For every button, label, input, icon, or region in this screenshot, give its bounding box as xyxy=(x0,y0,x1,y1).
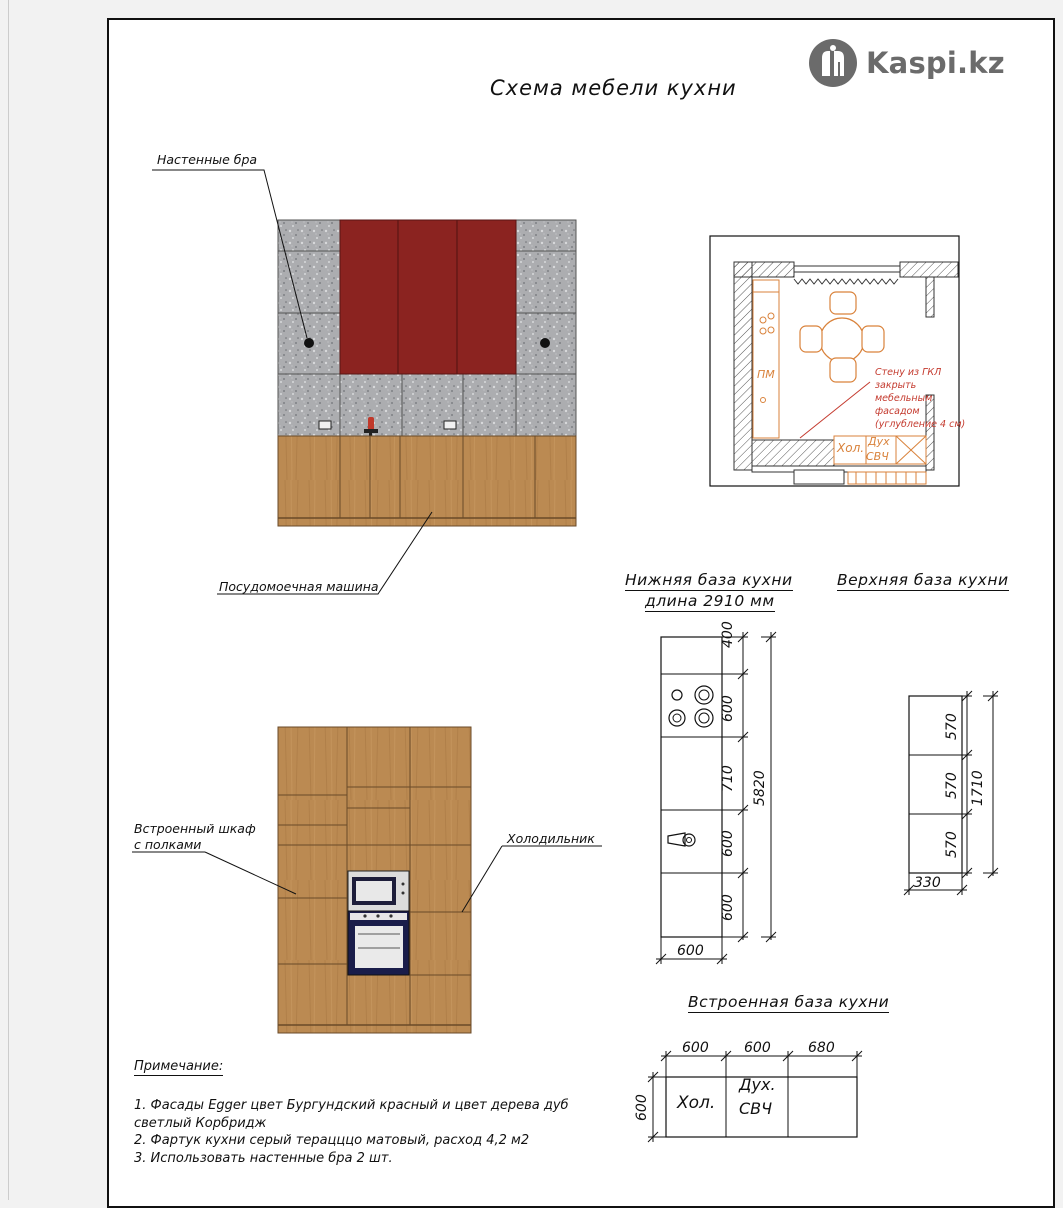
plan-wall-note xyxy=(875,366,965,431)
wall-sconce-left xyxy=(304,338,314,348)
lower-base-title-2-text: длина 2910 мм xyxy=(645,592,775,610)
plan-pm-label: ПМ xyxy=(757,368,775,381)
lower-base-title-1-text: Нижняя база кухни xyxy=(625,571,793,589)
upper-dim-3: 570 xyxy=(944,831,960,858)
lower-dim-1: 400 xyxy=(720,621,736,648)
builtin-dim-3: 680 xyxy=(808,1040,835,1056)
upper-dim-1: 570 xyxy=(944,713,960,740)
plan-wall-note-2: закрыть xyxy=(875,380,917,391)
upper-cabinets-burgundy xyxy=(340,220,516,374)
builtin-dim-2: 600 xyxy=(744,1040,771,1056)
builtin-cell-hol: Хол. xyxy=(677,1093,716,1113)
plan-wall-note-3: мебельным xyxy=(875,393,933,404)
builtin-base-title-text: Встроенная база кухни xyxy=(688,993,890,1011)
notes-heading-text: Примечание: xyxy=(134,1059,224,1074)
lower-base-title-2 xyxy=(645,592,775,610)
plan-duh-label: Дух xyxy=(868,435,890,448)
label-dishwasher: Посудомоечная машина xyxy=(219,579,379,594)
upper-dim-depth: 330 xyxy=(914,875,941,891)
upper-dim-total: 1710 xyxy=(970,770,986,806)
plan-hol-label: Хол. xyxy=(837,441,865,455)
plan-wall-note-4: фасадом xyxy=(875,406,920,417)
lower-dim-depth: 600 xyxy=(677,943,704,959)
tall-cabinets xyxy=(132,727,602,1033)
upper-base-title-text: Верхняя база кухни xyxy=(837,571,1009,589)
lower-dim-2: 600 xyxy=(720,695,736,722)
plan-svch-label: СВЧ xyxy=(866,450,889,463)
kitchen-elevation xyxy=(152,170,576,594)
socket-right xyxy=(444,421,456,429)
notes-heading xyxy=(134,1059,223,1074)
notes-list xyxy=(134,1097,569,1167)
lower-dim-4: 600 xyxy=(720,830,736,857)
label-builtin-cabinet-1: Встроенный шкаф xyxy=(134,821,256,836)
socket-left xyxy=(319,421,331,429)
plan-wall-note-5: (углубление 4 см) xyxy=(875,419,966,430)
upper-base-title xyxy=(837,571,1009,589)
page-title: Схема мебели кухни xyxy=(490,76,737,100)
dining-table xyxy=(820,318,864,362)
builtin-dim-1: 600 xyxy=(682,1040,709,1056)
plan-wall-note-1: Стену из ГКЛ xyxy=(875,367,942,378)
builtin-base-title xyxy=(688,993,889,1011)
lower-dim-total: 5820 xyxy=(752,770,768,806)
lower-dim-3: 710 xyxy=(720,765,736,792)
note-item-3: 3. Использовать настенные бра 2 шт. xyxy=(134,1150,393,1166)
note-item-1: 1. Фасады Egger цвет Бургундский красный и цвет дерева дуб xyxy=(134,1098,569,1113)
builtin-dim-height: 600 xyxy=(634,1094,650,1121)
lower-base-title-1 xyxy=(625,571,793,589)
builtin-cell-svch: СВЧ xyxy=(739,1099,773,1118)
kaspi-logo-text: Kaspi.kz xyxy=(866,46,1005,80)
wall-sconce-right xyxy=(540,338,550,348)
floor-plan xyxy=(710,236,959,486)
lower-dim-5: 600 xyxy=(720,894,736,921)
builtin-cell-duh: Дух. xyxy=(739,1075,776,1094)
label-builtin-cabinet-2: с полками xyxy=(134,837,202,852)
note-item-2: 2. Фартук кухни серый терацццо матовый, расход 4,2 м2 xyxy=(134,1133,530,1148)
upper-dim-2: 570 xyxy=(944,772,960,799)
label-fridge: Холодильник xyxy=(507,831,595,846)
lower-cabinets-oak xyxy=(278,436,576,526)
note-item-1-cont: светлый Корбридж xyxy=(134,1115,267,1131)
label-wall-sconces: Настенные бра xyxy=(157,152,258,167)
